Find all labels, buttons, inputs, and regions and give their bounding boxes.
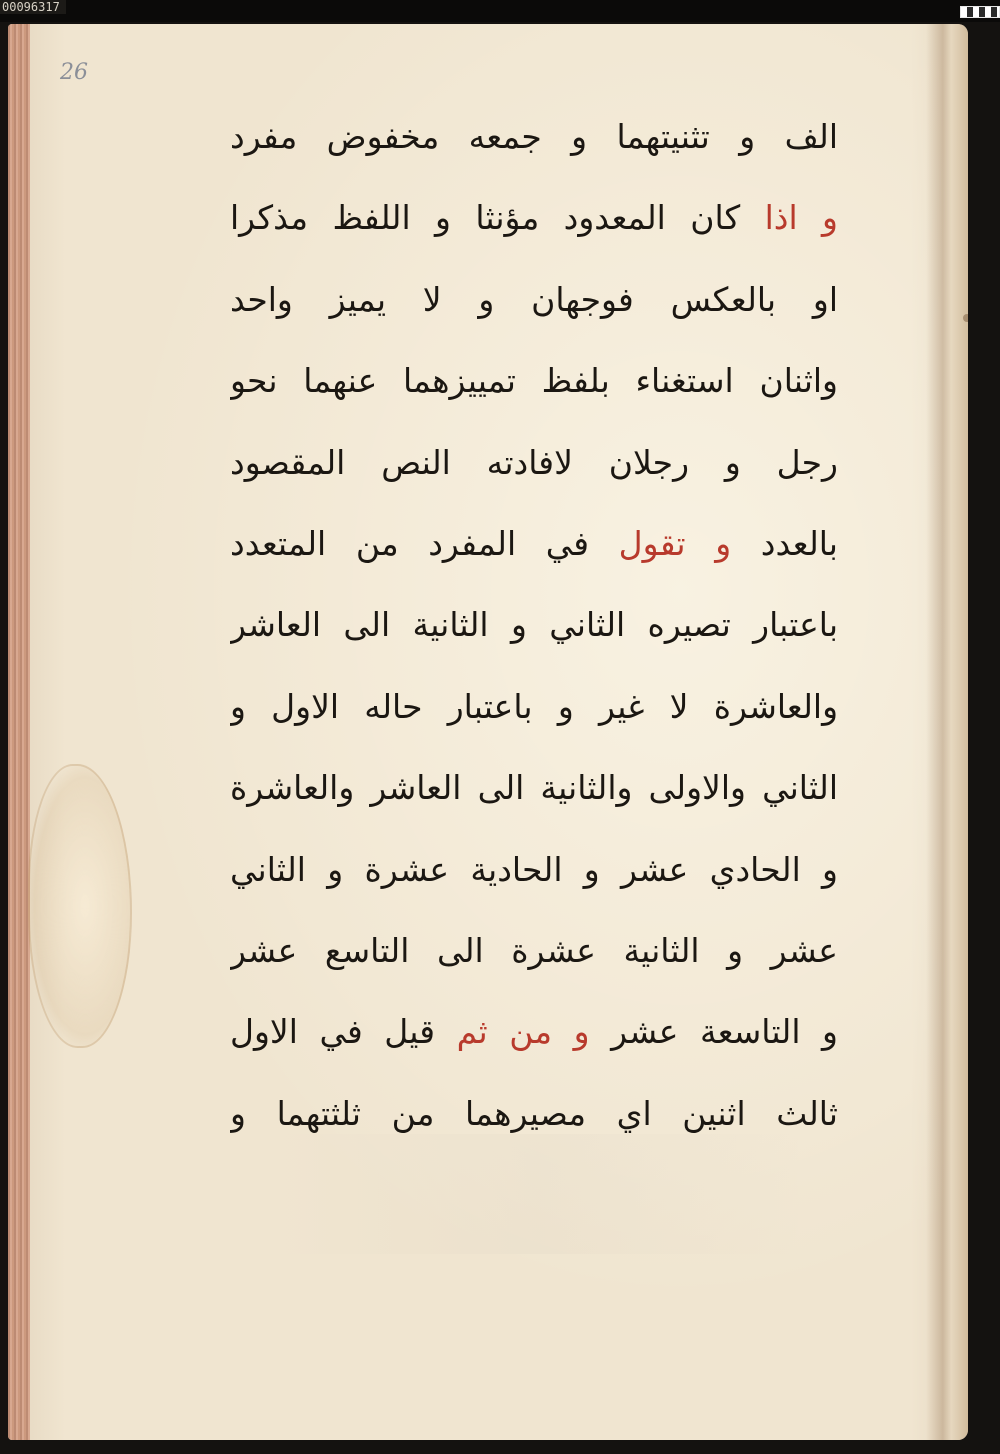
rubric-text: و تقول [618, 523, 732, 563]
color-calibration-strip [960, 6, 1000, 18]
body-text: كان المعدود مؤنثا و اللفظ مذكرا [230, 198, 765, 238]
body-text: باعتبار تصيره الثاني و الثانية الى العاشر [230, 605, 838, 645]
body-text: في المفرد من المتعدد [230, 523, 619, 563]
rubric-text: و اذا [764, 198, 838, 238]
body-text: الثاني والاولى والثانية الى العاشر والعاشرة [230, 768, 838, 808]
text-line [230, 991, 838, 1072]
body-text: عشر و الثانية عشرة الى التاسع عشر [230, 930, 838, 970]
page-edges [8, 24, 30, 1440]
water-stain [28, 764, 132, 1048]
body-text: و الحادي عشر و الحادية عشرة و الثاني [230, 849, 838, 889]
text-line [230, 910, 838, 991]
text-line [230, 829, 838, 910]
folio-number: 26 [60, 60, 88, 85]
text-line [230, 177, 838, 258]
manuscript-text-block [230, 96, 838, 1154]
manuscript-page [8, 24, 968, 1440]
shelfmark-label: 00096317 [0, 0, 66, 14]
text-line [230, 584, 838, 665]
body-text: الف و تثنيتهما و جمعه مخفوض مفرد [230, 117, 838, 156]
rubric-text: و من ثم [456, 1012, 590, 1052]
body-text: او بالعكس فوجهان و لا يميز واحد [230, 279, 838, 319]
body-text: واثنان استغناء بلفظ تمييزهما عنهما نحو [230, 361, 838, 401]
body-text: بالعدد [731, 523, 838, 563]
text-line [230, 503, 838, 584]
text-line [230, 747, 838, 828]
text-line [230, 340, 838, 421]
text-line [230, 1073, 838, 1154]
binding-gutter [926, 24, 968, 1440]
body-text: و التاسعة عشر [589, 1012, 838, 1052]
text-line [230, 259, 838, 340]
text-line [230, 422, 838, 503]
text-line [230, 96, 838, 177]
text-line [230, 666, 838, 747]
body-text: رجل و رجلان لافادته النص المقصود [230, 442, 838, 482]
scan-top-strip [0, 0, 1000, 22]
body-text: قيل في الاول [230, 1012, 457, 1052]
pin-hole [963, 314, 968, 322]
body-text: ثالث اثنين اي مصيرهما من ثلثتهما و [230, 1093, 838, 1133]
body-text: والعاشرة لا غير و باعتبار حاله الاول و [230, 686, 838, 726]
